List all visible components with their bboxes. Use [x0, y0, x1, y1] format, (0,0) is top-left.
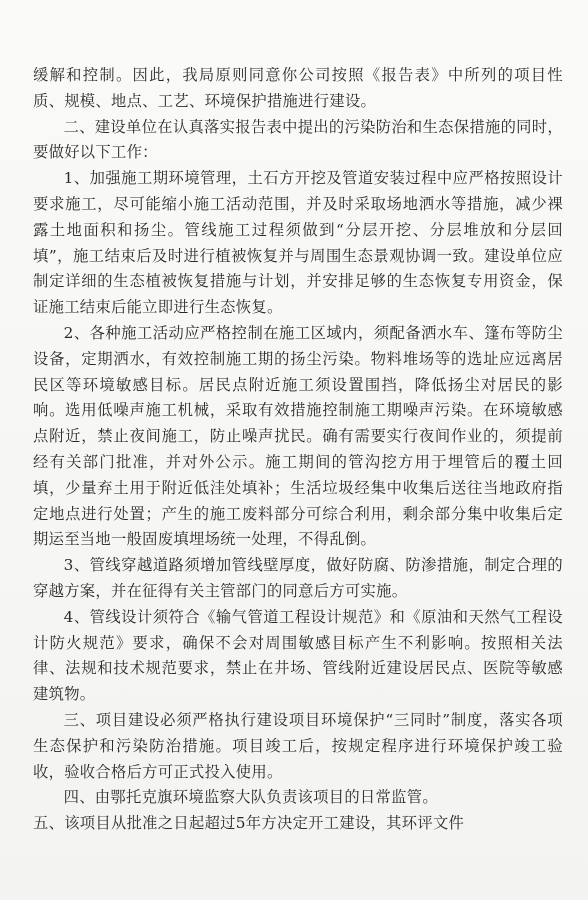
paragraph-6: 4、管线设计须符合《输气管道工程设计规范》和《原油和天然气工程设计防火规范》要求，确保不会对周围敏感目标产生不利影响。按照相关法律、法规和技术规范要求，禁止在井场、管线附近建设居民点、医院等敏感建筑物。 [33, 607, 563, 704]
paragraph-1: 缓解和控制。因此，我局原则同意你公司按照《报告表》中所列的项目性质、规模、地点、工艺、环境保护措施进行建设。 [33, 66, 563, 110]
document-body [33, 63, 563, 837]
paragraph-8: 四、由鄂托克旗环境监察大队负责该项目的日常监管。 [63, 788, 438, 807]
paragraph-7: 三、项目建设必须严格执行建设项目环境保护“三同时”制度，落实各项生态保护和污染防治措施。项目竣工后，按规定程序进行环境保护竣工验收，验收合格后方可正式投入使用。 [33, 710, 563, 781]
paragraph-5: 3、管线穿越道路须增加管线壁厚度，做好防腐、防渗措施，制定合理的穿越方案，并在征得有关主管部门的同意后方可实施。 [33, 556, 563, 600]
paragraph-3: 1、加强施工期环境管理，土石方开挖及管道安装过程中应严格按照设计要求施工，尽可能缩小施工活动范围，并及时采取场地洒水等措施，减少裸露土地面积和扬尘。管线施工过程须做到“分层开挖、分层堆放和分层回填”，施工结束后及时进行植被恢复并与周围生态景观协调一致。建设单位应制定详细的生态植被恢复措施与计划，并安排足够的生态恢复专用资金，保证施工结束后能立即进行生态恢复。 [33, 169, 563, 317]
paragraph-4: 2、各种施工活动应严格控制在施工区域内，须配备洒水车、篷布等防尘设备，定期洒水，有效控制施工期的扬尘污染。物料堆场等的选址应远离居民区等环境敏感目标。居民点附近施工须设置围挡，降低扬尘对居民的影响。选用低噪声施工机械，采取有效措施控制施工期噪声污染。在环境敏感点附近，禁止夜间施工，防止噪声扰民。确有需要实行夜间作业的，须提前经有关部门批准，并对外公示。施工期间的管沟挖方用于埋管后的覆土回填，少量弃土用于附近低洼处填补；生活垃圾经集中收集后送往当地政府指定地点进行处置；产生的施工废料部分可综合利用，剩余部分集中收集后定期运至当地一般固废填埋场统一处理，不得乱倒。 [33, 323, 563, 549]
paragraph-2: 二、建设单位在认真落实报告表中提出的污染防治和生态保措施的同时，要做好以下工作： [33, 117, 563, 162]
paragraph-9: 五、该项目从批准之日起超过5年方决定开工建设，其环评文件 [33, 814, 465, 833]
